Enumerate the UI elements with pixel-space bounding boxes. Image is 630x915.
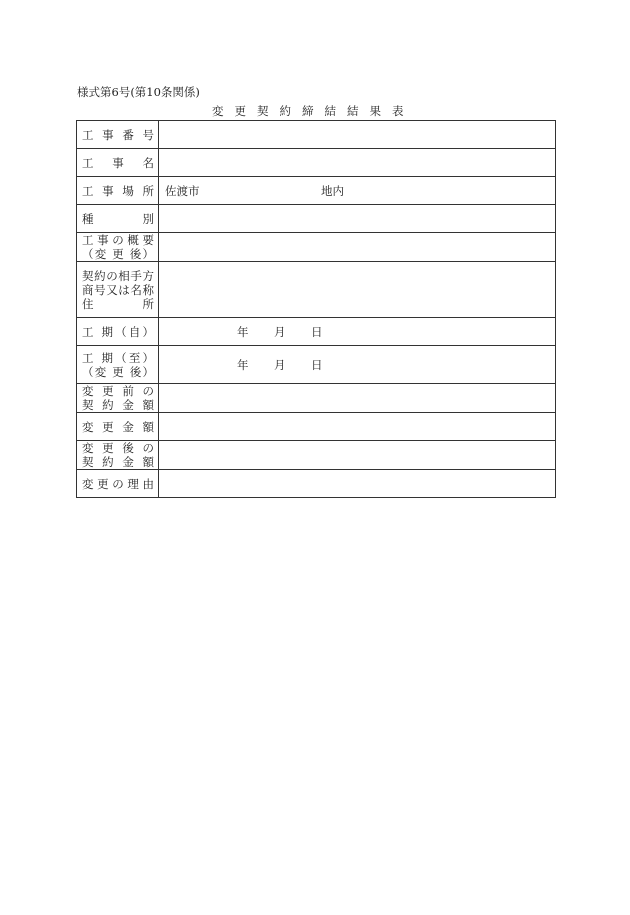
value-reason[interactable]: [159, 470, 556, 498]
label-reason: 変更の理由: [77, 470, 159, 498]
label-period-to: 工 期（至） （変 更 後）: [77, 346, 159, 384]
form-number: 様式第6号(第10条関係): [77, 85, 200, 99]
row-period-to: [77, 346, 556, 384]
row-construction-location: [77, 177, 556, 205]
row-amount-after: [77, 441, 556, 470]
label-construction-number: 工 事 番 号: [77, 121, 159, 149]
label-category: 種 別: [77, 205, 159, 233]
row-amount-before: [77, 384, 556, 413]
value-period-from[interactable]: [159, 318, 556, 346]
row-construction-name: [77, 149, 556, 177]
label-construction-name: 工 事 名: [77, 149, 159, 177]
label-amount-change: 変 更 金 額: [77, 413, 159, 441]
label-period-from: 工 期（自）: [77, 318, 159, 346]
value-amount-after[interactable]: [159, 441, 556, 470]
row-reason: [77, 470, 556, 498]
value-category[interactable]: [159, 205, 556, 233]
label-amount-after: 変 更 後 の 契 約 金 額: [77, 441, 159, 470]
value-amount-change[interactable]: [159, 413, 556, 441]
row-summary: [77, 233, 556, 262]
value-construction-name[interactable]: [159, 149, 556, 177]
label-summary: 工事の概要 （変 更 後）: [77, 233, 159, 262]
value-summary[interactable]: [159, 233, 556, 262]
value-construction-number[interactable]: [159, 121, 556, 149]
row-construction-number: [77, 121, 556, 149]
location-suffix: 地内: [321, 183, 344, 198]
value-amount-before[interactable]: [159, 384, 556, 413]
value-construction-location[interactable]: [159, 177, 556, 205]
label-amount-before: 変 更 前 の 契 約 金 額: [77, 384, 159, 413]
date-to: 年 月 日: [237, 357, 323, 372]
label-contractor: 契約の相手方 商号又は名称 住 所: [77, 262, 159, 318]
location-city: 佐渡市: [165, 183, 200, 198]
result-table: [76, 120, 556, 498]
date-from: 年 月 日: [237, 324, 323, 339]
label-construction-location: 工 事 場 所: [77, 177, 159, 205]
row-period-from: [77, 318, 556, 346]
row-contractor: [77, 262, 556, 318]
row-amount-change: [77, 413, 556, 441]
value-period-to[interactable]: [159, 346, 556, 384]
row-category: [77, 205, 556, 233]
value-contractor[interactable]: [159, 262, 556, 318]
form-title: 変更契約締結結果表: [212, 104, 415, 118]
